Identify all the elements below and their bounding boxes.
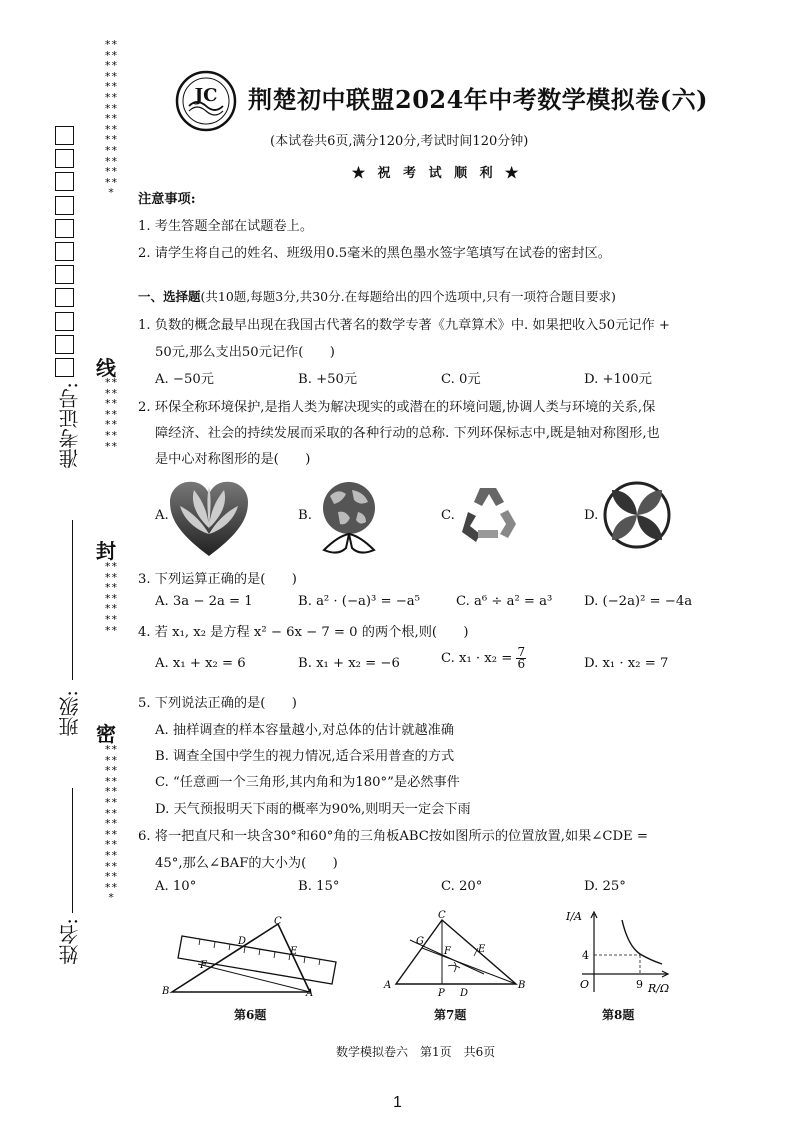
figure-6 [160, 914, 350, 998]
notes-heading: 注意事项: [138, 192, 196, 207]
class-label: 班级: [58, 690, 82, 737]
note-item-2: 2. 请学生将自己的姓名、班级用0.5毫米的黑色墨水签字笔填写在试卷的密封区。 [138, 246, 611, 261]
svg-text:B: B [162, 986, 170, 997]
q4-option-a[interactable]: A. x₁ + x₂ = 6 [155, 656, 246, 671]
q2-line1: 2. 环保全称环境保护,是指人类为解决现实的或潜在的环境问题,协调人类与环境的关系,保 [138, 400, 656, 415]
q2-option-a[interactable]: A. [155, 508, 169, 523]
q4-line1: 4. 若 x₁, x₂ 是方程 x² − 6x − 7 = 0 的两个根,则( ) [138, 625, 469, 640]
q1-option-b[interactable]: B. +50元 [298, 372, 358, 387]
svg-text:9: 9 [636, 978, 643, 991]
svg-text:I/A: I/A [566, 910, 582, 923]
league-logo-icon [175, 70, 237, 132]
leaf-flower-icon [602, 480, 672, 550]
class-field[interactable] [72, 520, 73, 680]
q4-option-b[interactable]: B. x₁ + x₂ = −6 [298, 656, 400, 671]
svg-text:A: A [384, 980, 392, 991]
binding-stars-top: ***************************** [104, 38, 118, 200]
binding-word-secret: 密 [96, 722, 116, 746]
q3-option-d[interactable]: D. (−2a)² = −4a [584, 594, 693, 609]
q3-line1: 3. 下列运算正确的是( ) [138, 572, 297, 587]
svg-text:F: F [444, 946, 451, 957]
q6-option-b[interactable]: B. 15° [298, 879, 340, 894]
binding-word-line: 线 [96, 356, 116, 380]
q1-option-a[interactable]: A. −50元 [155, 372, 214, 387]
q5-option-b[interactable]: B. 调查全国中学生的视力情况,适合采用普查的方式 [155, 749, 455, 764]
q5-option-a[interactable]: A. 抽样调查的样本容量越小,对总体的估计就越准确 [155, 723, 455, 738]
q1-line2: 50元,那么支出50元记作( ) [155, 345, 335, 360]
figure-6-caption: 第6题 [234, 1008, 267, 1022]
section1-heading: 一、选择题(共10题,每题3分,共30分.在每题给出的四个选项中,只有一项符合题目要求) [138, 289, 616, 304]
q3-option-a[interactable]: A. 3a − 2a = 1 [155, 594, 253, 609]
svg-text:G: G [416, 936, 424, 947]
eco-globe-icon [316, 478, 382, 560]
q4-option-d[interactable]: D. x₁ · x₂ = 7 [584, 656, 669, 671]
page-number: 1 [393, 1094, 402, 1111]
q2-option-b[interactable]: B. [298, 508, 312, 523]
figure-7 [380, 908, 530, 1000]
q1-option-d[interactable]: D. +100元 [584, 372, 652, 387]
svg-text:JC: JC [194, 85, 218, 106]
eco-heart-icon [168, 478, 250, 558]
q2-option-d[interactable]: D. [584, 508, 599, 523]
svg-text:4: 4 [582, 949, 589, 962]
q6-line1: 6. 将一把直尺和一块含30°和60°角的三角板ABC按如图所示的位置放置,如果∠CDE = [138, 829, 648, 844]
exam-title: 荆楚初中联盟2024年中考数学模拟卷(六) [248, 85, 709, 114]
q2-line3: 是中心对称图形的是( ) [155, 452, 311, 467]
svg-text:B: B [518, 980, 526, 991]
q6-option-a[interactable]: A. 10° [155, 879, 197, 894]
exam-wish: ★ 祝 考 试 顺 利 ★ [352, 166, 523, 181]
q3-option-c[interactable]: C. a⁶ ÷ a² = a³ [456, 594, 553, 609]
svg-text:O: O [580, 978, 590, 991]
q6-option-d[interactable]: D. 25° [584, 879, 626, 894]
q6-line2: 45°,那么∠BAF的大小为( ) [155, 856, 338, 871]
svg-text:P: P [438, 988, 445, 999]
svg-text:C: C [438, 910, 446, 921]
recycle-icon [456, 482, 522, 548]
svg-text:D: D [460, 988, 469, 999]
q6-option-c[interactable]: C. 20° [441, 879, 483, 894]
binding-stars-mid2: ************** [104, 560, 118, 637]
q5-option-d[interactable]: D. 天气预报明天下雨的概率为90%,则明天一定会下雨 [155, 802, 471, 817]
q4-option-c[interactable]: C. x₁ · x₂ = $\frac{7}{6}$ [441, 645, 526, 671]
exam-number-label: 准考证号: [58, 382, 82, 469]
binding-stars-mid1: ************** [104, 376, 118, 453]
svg-text:E: E [290, 946, 298, 957]
binding-word-seal: 封 [96, 539, 116, 563]
svg-text:F: F [200, 960, 207, 971]
binding-stars-bottom: ***************************** [104, 743, 118, 905]
note-item-1: 1. 考生答题全部在试题卷上。 [138, 219, 314, 234]
name-label: 姓名: [58, 918, 82, 965]
exam-number-boxes[interactable] [55, 126, 77, 381]
q1-line1: 1. 负数的概念最早出现在我国古代著名的数学专著《九章算术》中. 如果把收入50元记作 + [138, 318, 670, 333]
q2-option-c[interactable]: C. [441, 508, 455, 523]
figure-8-graph [556, 906, 682, 1000]
q5-option-c[interactable]: C. “任意画一个三角形,其内角和为180°”是必然事件 [155, 775, 460, 790]
svg-text:E: E [478, 944, 486, 955]
q3-option-b[interactable]: B. a² · (−a)³ = −a⁵ [298, 594, 420, 609]
exam-subtitle: (本试卷共6页,满分120分,考试时间120分钟) [270, 134, 529, 149]
q1-option-c[interactable]: C. 0元 [441, 372, 481, 387]
name-field[interactable] [72, 788, 73, 913]
q5-line1: 5. 下列说法正确的是( ) [138, 696, 297, 711]
svg-text:R/Ω: R/Ω [648, 982, 670, 995]
svg-text:A: A [306, 988, 314, 998]
figure-8-caption: 第8题 [602, 1008, 635, 1022]
page-footer: 数学模拟卷六 第1页 共6页 [336, 1045, 496, 1059]
svg-text:C: C [274, 916, 282, 927]
svg-text:D: D [238, 936, 247, 947]
figure-7-caption: 第7题 [434, 1008, 467, 1022]
q2-line2: 障经济、社会的持续发展而采取的各种行动的总称. 下列环保标志中,既是轴对称图形,也 [155, 426, 660, 441]
